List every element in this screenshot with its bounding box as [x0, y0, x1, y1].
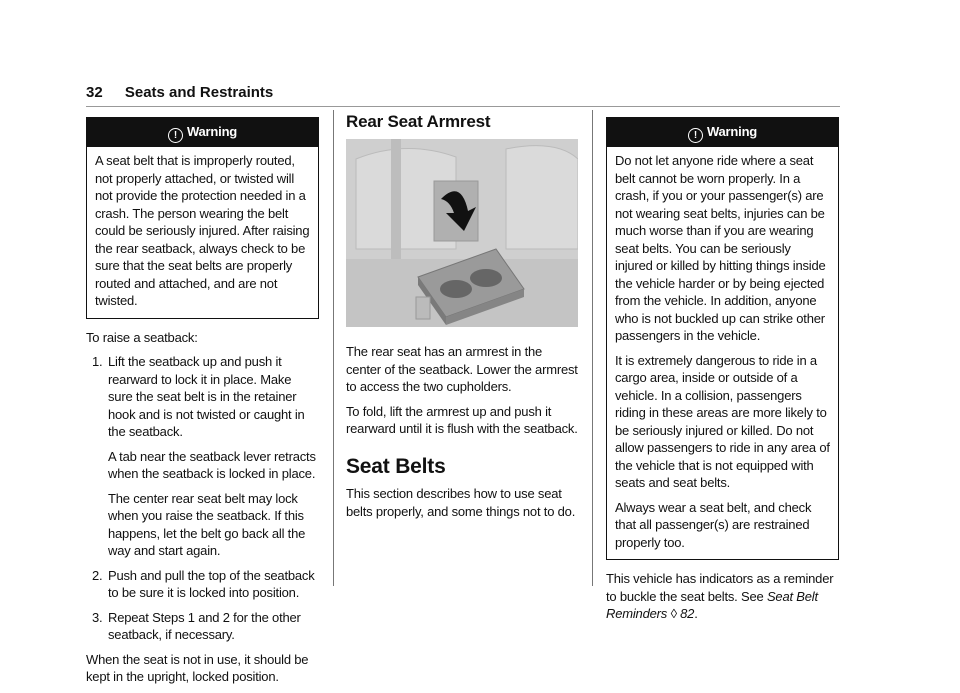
step-text: Repeat Steps 1 and 2 for the other seatback, if necessary.: [108, 609, 301, 642]
warning-text: A seat belt that is improperly routed, not properly attached, or twisted will not provide the protection needed in a crash. The person wearing the belt could be seriously injured. After raising the rear seatback, always check to be sure that the seat belts are properly routed and attached, and are not twisted.: [95, 153, 310, 308]
section-title: Seats and Restraints: [124, 84, 274, 101]
warning-box: [86, 117, 319, 319]
seat-belts-intro: This section describes how to use seat belts properly, and some things not to do.: [346, 486, 576, 519]
step-text: Lift the seatback up and push it rearward to lock it in place. Make sure the seat belt is in the retainer hook and is not twisted or caught in the seatback.: [108, 354, 305, 439]
step-number: 1.: [92, 354, 103, 369]
column-divider: [333, 110, 334, 586]
step-item: [86, 609, 319, 644]
warning-icon: !: [168, 128, 183, 143]
header-rule: [86, 106, 840, 107]
steps-list: [86, 353, 319, 644]
warning-body: [87, 147, 318, 318]
section-heading: Rear Seat Armrest: [346, 112, 491, 131]
warning-box: [606, 117, 839, 560]
reminder-text: [606, 570, 839, 623]
reminder-end: .: [694, 606, 698, 621]
armrest-text-2: To fold, lift the armrest up and push it rearward until it is flush with the seatback.: [346, 403, 578, 436]
armrest-text-1: The rear seat has an armrest in the center of the seatback. Lower the armrest to access the two cupholders.: [346, 344, 578, 394]
column-1: [86, 117, 319, 693]
warning-body: [607, 147, 838, 559]
step-number: 3.: [92, 609, 103, 625]
warning-paragraph: Always wear a seat belt, and check that all passenger(s) are restrained properly too.: [615, 499, 812, 550]
armrest-photo: [346, 139, 578, 327]
step-number: 2.: [92, 567, 103, 583]
step-text: Push and pull the top of the seatback to be sure it is locked into position.: [108, 567, 315, 600]
page-number: 32: [86, 84, 103, 101]
step-item: [86, 567, 319, 602]
cross-reference-link[interactable]: Seat Belt Reminders: [606, 588, 818, 621]
step-item: [86, 353, 319, 560]
intro-text: To raise a seatback:: [86, 329, 198, 345]
page-header: [86, 84, 273, 101]
reminder-prefix: This vehicle has indicators as a reminder to buckle the seat belts. See: [606, 571, 834, 604]
warning-header: [87, 118, 318, 147]
warning-paragraph: Do not let anyone ride where a seat belt cannot be worn properly. In a crash, if you or your passenger(s) are not wearing seat belts, injuries can be much worse than if you are wearing seat belts. You can be seriously injured or killed by hitting things inside the vehicle harder or by being ejected from the vehicle. In addition, anyone who is not buckled up can strike other passengers in the vehicle.: [615, 153, 826, 343]
section-heading-2: Seat Belts: [346, 454, 446, 478]
warning-title: Warning: [186, 124, 238, 139]
warning-icon: !: [688, 128, 703, 143]
step-subtext: A tab near the seatback lever retracts when the seatback is locked in place.: [108, 448, 316, 481]
warning-title: Warning: [706, 124, 758, 139]
closing-text: When the seat is not in use, it should be kept in the upright, locked position.: [86, 651, 309, 684]
warning-paragraph: It is extremely dangerous to ride in a cargo area, inside or outside of a vehicle. In a collision, passengers riding in these areas are more likely to be seriously injured or killed. Do not allow passengers to ride in any area of the vehicle that is not equipped with seats and seat belts.: [615, 352, 830, 490]
reference-page[interactable]: 82: [680, 606, 695, 621]
column-divider: [592, 110, 593, 586]
column-2: [346, 113, 578, 527]
reference-icon: ◊: [670, 606, 677, 621]
column-3: [606, 117, 839, 630]
warning-header: [607, 118, 838, 147]
step-subtext: The center rear seat belt may lock when you raise the seatback. If this happens, let the belt go back all the way and start again.: [108, 490, 306, 558]
